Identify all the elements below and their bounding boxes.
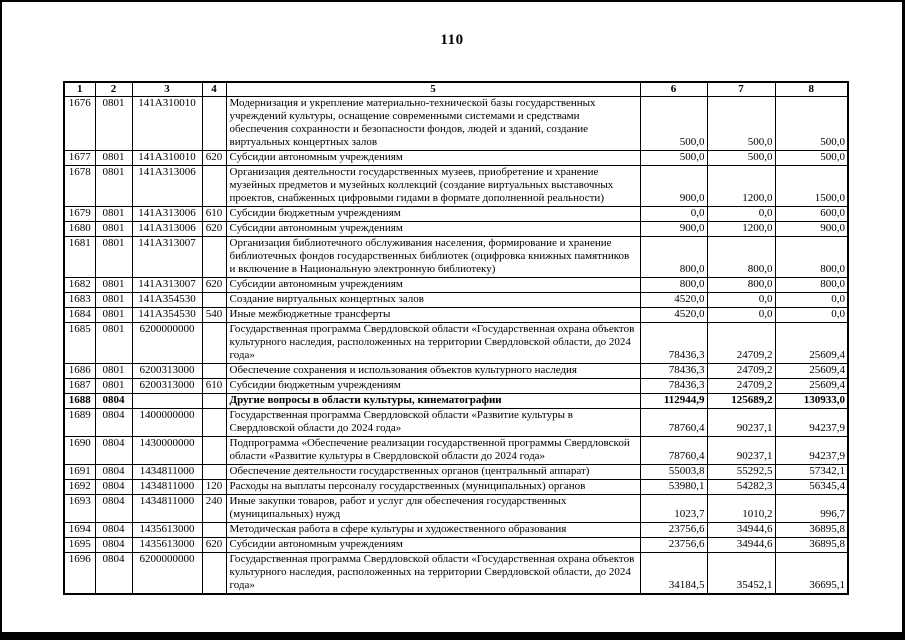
description-cell: Создание виртуальных концертных залов [226,293,640,308]
expense-type-cell: 620 [202,538,226,553]
target-article-cell: 1434811000 [132,480,202,495]
expense-type-cell [202,166,226,207]
column-header-5: 5 [226,82,640,97]
amount-year2-cell: 90237,1 [707,409,775,437]
amount-year2-cell: 1200,0 [707,222,775,237]
row-number-cell: 1677 [64,151,95,166]
description-cell: Обеспечение деятельности государственных органов (центральный аппарат) [226,465,640,480]
amount-year1-cell: 78760,4 [640,437,707,465]
target-article-cell: 1434811000 [132,465,202,480]
row-number-cell: 1686 [64,364,95,379]
table-row [64,308,848,323]
description-cell: Иные закупки товаров, работ и услуг для обеспечения государственных (муниципальных) нужд [226,495,640,523]
target-article-cell: 141A313006 [132,207,202,222]
amount-year3-cell: 0,0 [775,308,848,323]
amount-year1-cell: 900,0 [640,222,707,237]
amount-year3-cell: 25609,4 [775,364,848,379]
table-row [64,379,848,394]
column-header-6: 6 [640,82,707,97]
row-number-cell: 1691 [64,465,95,480]
section-code-cell: 0801 [95,97,132,151]
section-code-cell: 0801 [95,222,132,237]
expense-type-cell: 610 [202,379,226,394]
description-cell: Субсидии автономным учреждениям [226,222,640,237]
amount-year1-cell: 78436,3 [640,323,707,364]
target-article-cell: 141A313007 [132,278,202,293]
description-cell: Организация библиотечного обслуживания населения, формирование и хранение библиотечных фондов государственных библиотек (оцифровка книжных памятников и включение в Национальную электронную библиотеку) [226,237,640,278]
amount-year1-cell: 800,0 [640,237,707,278]
amount-year1-cell: 23756,6 [640,538,707,553]
column-header-4: 4 [202,82,226,97]
amount-year1-cell: 112944,9 [640,394,707,409]
expense-type-cell: 620 [202,278,226,293]
target-article-cell: 1435613000 [132,523,202,538]
page-number: 110 [440,32,464,48]
expense-type-cell [202,409,226,437]
column-header-2: 2 [95,82,132,97]
amount-year1-cell: 55003,8 [640,465,707,480]
row-number-cell: 1680 [64,222,95,237]
amount-year2-cell: 1010,2 [707,495,775,523]
section-code-cell: 0801 [95,379,132,394]
amount-year1-cell: 78436,3 [640,364,707,379]
amount-year1-cell: 34184,5 [640,553,707,595]
description-cell: Подпрограмма «Обеспечение реализации государственной программы Свердловской области «Развитие культуры в Свердловской области до 2024 года» [226,437,640,465]
description-cell: Расходы на выплаты персоналу государственных (муниципальных) органов [226,480,640,495]
table-row [64,553,848,595]
row-number-cell: 1687 [64,379,95,394]
target-article-cell: 6200000000 [132,323,202,364]
amount-year3-cell: 800,0 [775,278,848,293]
section-code-cell: 0801 [95,308,132,323]
expense-type-cell [202,323,226,364]
section-code-cell: 0804 [95,495,132,523]
target-article-cell: 141A354530 [132,293,202,308]
section-code-cell: 0801 [95,237,132,278]
amount-year2-cell: 90237,1 [707,437,775,465]
table-row [64,293,848,308]
amount-year2-cell: 0,0 [707,293,775,308]
expense-type-cell [202,364,226,379]
table-header-row [64,82,848,97]
column-header-8: 8 [775,82,848,97]
row-number-cell: 1690 [64,437,95,465]
section-code-cell: 0801 [95,151,132,166]
target-article-cell: 141A310010 [132,151,202,166]
amount-year2-cell: 0,0 [707,308,775,323]
table-row [64,222,848,237]
column-header-1: 1 [64,82,95,97]
target-article-cell: 6200313000 [132,379,202,394]
amount-year2-cell: 54282,3 [707,480,775,495]
expense-type-cell: 620 [202,151,226,166]
description-cell: Государственная программа Свердловской области «Государственная охрана объектов культурного наследия, расположенных на территории Свердловской области, до 2024 года» [226,323,640,364]
row-number-cell: 1684 [64,308,95,323]
description-cell: Субсидии автономным учреждениям [226,278,640,293]
target-article-cell: 1400000000 [132,409,202,437]
amount-year3-cell: 36895,8 [775,523,848,538]
description-cell: Государственная программа Свердловской области «Развитие культуры в Свердловской области до 2024 года» [226,409,640,437]
expense-type-cell: 620 [202,222,226,237]
section-code-cell: 0801 [95,207,132,222]
amount-year1-cell: 900,0 [640,166,707,207]
amount-year3-cell: 500,0 [775,97,848,151]
amount-year3-cell: 25609,4 [775,379,848,394]
amount-year3-cell: 56345,4 [775,480,848,495]
expense-type-cell [202,553,226,595]
row-number-cell: 1676 [64,97,95,151]
description-cell: Субсидии автономным учреждениям [226,151,640,166]
description-cell: Модернизация и укрепление материально-технической базы государственных учреждений культуры, оснащение современными системами и средствами обеспечения сохранности и безопасности фондов, людей и зданий, создание виртуальных концертных залов [226,97,640,151]
expense-type-cell: 610 [202,207,226,222]
amount-year2-cell: 34944,6 [707,538,775,553]
target-article-cell [132,394,202,409]
table-row [64,538,848,553]
table-body [64,97,848,595]
amount-year3-cell: 800,0 [775,237,848,278]
amount-year1-cell: 500,0 [640,97,707,151]
row-number-cell: 1681 [64,237,95,278]
amount-year2-cell: 24709,2 [707,379,775,394]
section-code-cell: 0804 [95,394,132,409]
budget-table [63,81,849,595]
table-row [64,237,848,278]
description-cell: Обеспечение сохранения и использования объектов культурного наследия [226,364,640,379]
row-number-cell: 1693 [64,495,95,523]
section-code-cell: 0804 [95,437,132,465]
expense-type-cell: 120 [202,480,226,495]
section-code-cell: 0804 [95,553,132,595]
description-cell: Методическая работа в сфере культуры и художественного образования [226,523,640,538]
amount-year2-cell: 500,0 [707,151,775,166]
amount-year2-cell: 800,0 [707,237,775,278]
description-cell: Субсидии бюджетным учреждениям [226,379,640,394]
amount-year2-cell: 34944,6 [707,523,775,538]
amount-year2-cell: 35452,1 [707,553,775,595]
column-header-3: 3 [132,82,202,97]
table-row [64,151,848,166]
table-row [64,364,848,379]
expense-type-cell [202,523,226,538]
table-row [64,207,848,222]
expense-type-cell [202,437,226,465]
expense-type-cell [202,293,226,308]
amount-year3-cell: 600,0 [775,207,848,222]
description-cell: Организация деятельности государственных музеев, приобретение и хранение музейных предметов и музейных коллекций (создание виртуальных выставочных проектов, снабженных цифровыми гидами в формате дополненной реальности) [226,166,640,207]
amount-year1-cell: 4520,0 [640,293,707,308]
target-article-cell: 6200000000 [132,553,202,595]
target-article-cell: 6200313000 [132,364,202,379]
row-number-cell: 1685 [64,323,95,364]
expense-type-cell [202,97,226,151]
amount-year3-cell: 996,7 [775,495,848,523]
table-row [64,166,848,207]
expense-type-cell: 240 [202,495,226,523]
amount-year1-cell: 1023,7 [640,495,707,523]
amount-year3-cell: 94237,9 [775,409,848,437]
amount-year3-cell: 94237,9 [775,437,848,465]
amount-year3-cell: 0,0 [775,293,848,308]
amount-year1-cell: 4520,0 [640,308,707,323]
amount-year3-cell: 36695,1 [775,553,848,595]
target-article-cell: 141A313007 [132,237,202,278]
row-number-cell: 1695 [64,538,95,553]
amount-year3-cell: 500,0 [775,151,848,166]
amount-year2-cell: 24709,2 [707,364,775,379]
amount-year3-cell: 57342,1 [775,465,848,480]
table-row [64,394,848,409]
amount-year3-cell: 130933,0 [775,394,848,409]
target-article-cell: 141A310010 [132,97,202,151]
section-code-cell: 0804 [95,538,132,553]
target-article-cell: 1435613000 [132,538,202,553]
amount-year2-cell: 55292,5 [707,465,775,480]
table-row [64,495,848,523]
table-row [64,465,848,480]
description-cell: Субсидии бюджетным учреждениям [226,207,640,222]
row-number-cell: 1682 [64,278,95,293]
target-article-cell: 1430000000 [132,437,202,465]
row-number-cell: 1683 [64,293,95,308]
expense-type-cell [202,237,226,278]
target-article-cell: 141A313006 [132,166,202,207]
row-number-cell: 1689 [64,409,95,437]
section-code-cell: 0801 [95,293,132,308]
amount-year2-cell: 1200,0 [707,166,775,207]
expense-type-cell: 540 [202,308,226,323]
amount-year2-cell: 0,0 [707,207,775,222]
row-number-cell: 1692 [64,480,95,495]
section-code-cell: 0801 [95,364,132,379]
amount-year1-cell: 23756,6 [640,523,707,538]
row-number-cell: 1688 [64,394,95,409]
section-code-cell: 0804 [95,480,132,495]
row-number-cell: 1694 [64,523,95,538]
row-number-cell: 1678 [64,166,95,207]
section-code-cell: 0801 [95,323,132,364]
section-code-cell: 0804 [95,465,132,480]
expense-type-cell [202,465,226,480]
amount-year3-cell: 1500,0 [775,166,848,207]
table-row [64,523,848,538]
table-row [64,480,848,495]
section-code-cell: 0804 [95,523,132,538]
target-article-cell: 1434811000 [132,495,202,523]
amount-year3-cell: 25609,4 [775,323,848,364]
section-code-cell: 0804 [95,409,132,437]
amount-year1-cell: 800,0 [640,278,707,293]
row-number-cell: 1679 [64,207,95,222]
description-cell: Иные межбюджетные трансферты [226,308,640,323]
amount-year1-cell: 78760,4 [640,409,707,437]
section-code-cell: 0801 [95,278,132,293]
table-row [64,97,848,151]
amount-year3-cell: 36895,8 [775,538,848,553]
amount-year2-cell: 500,0 [707,97,775,151]
amount-year1-cell: 0,0 [640,207,707,222]
description-cell: Субсидии автономным учреждениям [226,538,640,553]
target-article-cell: 141A354530 [132,308,202,323]
table-row [64,278,848,293]
amount-year2-cell: 800,0 [707,278,775,293]
amount-year1-cell: 78436,3 [640,379,707,394]
row-number-cell: 1696 [64,553,95,595]
description-cell: Другие вопросы в области культуры, кинематографии [226,394,640,409]
table-row [64,409,848,437]
expense-type-cell [202,394,226,409]
target-article-cell: 141A313006 [132,222,202,237]
amount-year1-cell: 500,0 [640,151,707,166]
column-header-7: 7 [707,82,775,97]
amount-year1-cell: 53980,1 [640,480,707,495]
table-row [64,323,848,364]
description-cell: Государственная программа Свердловской области «Государственная охрана объектов культурного наследия, расположенных на территории Свердловской области, до 2024 года» [226,553,640,595]
table-row [64,437,848,465]
amount-year2-cell: 24709,2 [707,323,775,364]
section-code-cell: 0801 [95,166,132,207]
amount-year2-cell: 125689,2 [707,394,775,409]
amount-year3-cell: 900,0 [775,222,848,237]
table-header [64,82,848,97]
